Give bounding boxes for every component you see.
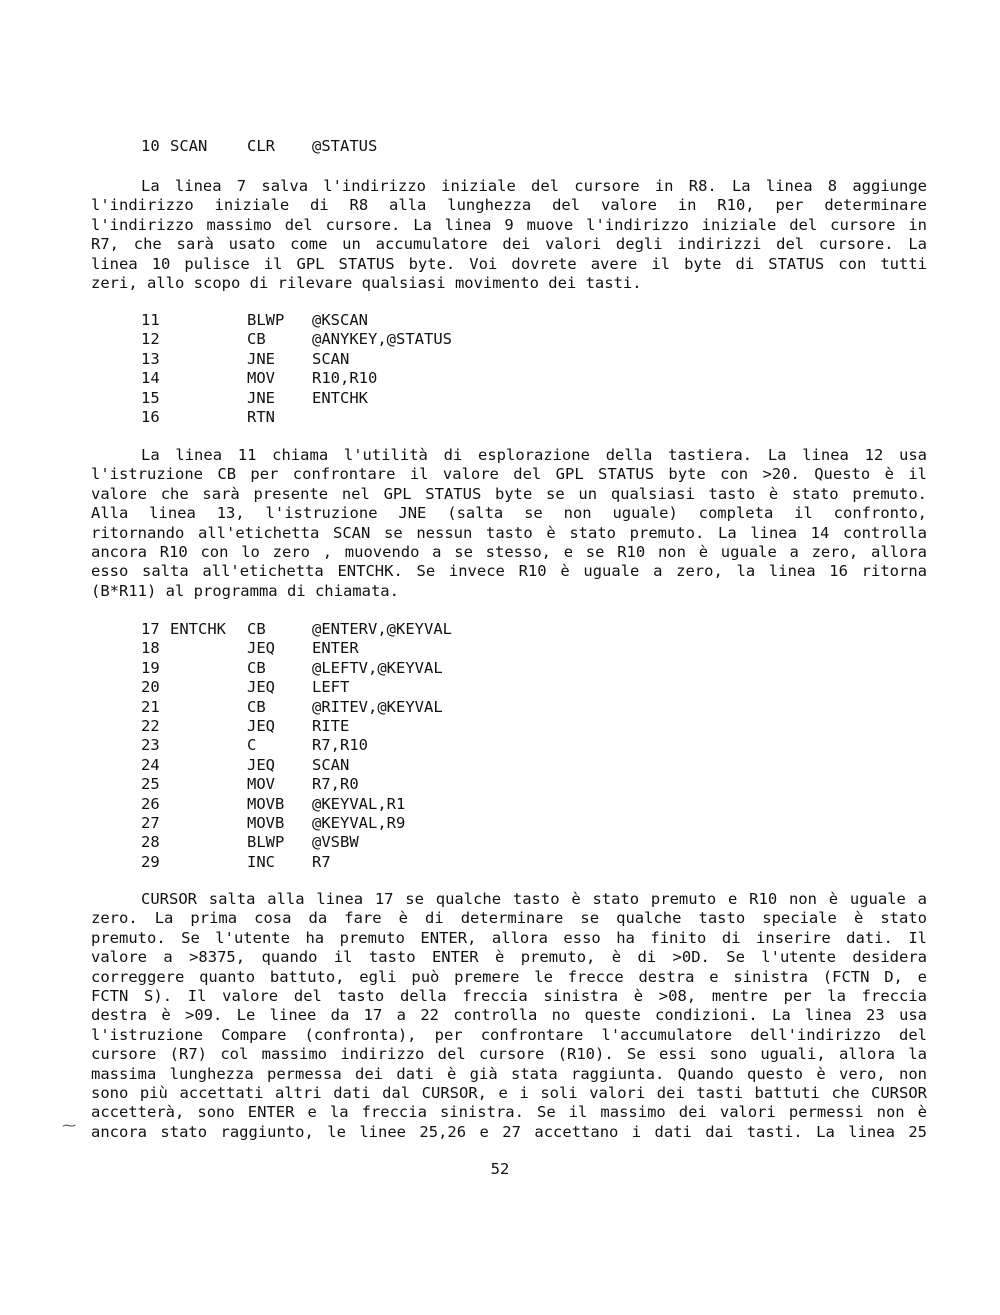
code-opcode: CLR — [247, 137, 275, 155]
code-opcode: JEQ — [247, 639, 275, 658]
page-number: 52 — [490, 1160, 510, 1178]
margin-mark: ⁓ — [62, 1118, 76, 1134]
text-line: La linea 7 salva l'indirizzo iniziale del cursore in R8. La linea 8 aggiunge — [141, 177, 927, 195]
text-line: sono più accettati altri dati dal CURSOR, e i soli valori dei tasti battuti che CURSOR — [91, 1083, 927, 1102]
code-operand: @STATUS — [312, 137, 378, 155]
code-operand: R7,R0 — [312, 775, 359, 794]
line-number: 13 — [141, 349, 160, 368]
line-number: 28 — [141, 833, 160, 852]
line-number: 20 — [141, 678, 160, 697]
code-opcode: BLWP — [247, 833, 285, 852]
text-line: accetterà, sono ENTER e la freccia sinistra. Se il massimo dei valori permessi non è — [91, 1103, 927, 1122]
text-line: massima lunghezza permessa dei dati è già stata raggiunta. Quando questo è vero, non — [91, 1064, 927, 1083]
code-operand: R7,R10 — [312, 736, 368, 755]
code-opcode: MOVB — [247, 813, 285, 832]
text-line: l'indirizzo iniziale di R8 alla lunghezza del valore in R10, per determinare — [91, 196, 927, 215]
code-operand: @KSCAN — [312, 311, 368, 329]
text-line: l'istruzione CB per confrontare il valore del GPL STATUS byte con >20. Questo è il — [91, 465, 927, 484]
line-number: 18 — [141, 639, 160, 658]
code-operand: R7 — [312, 852, 331, 871]
text-line: cursore (R7) col massimo indirizzo del cursore (R10). Se essi sono uguali, allora la — [91, 1045, 927, 1064]
text-line: valore a >8375, quando il tasto ENTER è premuto, è di >0D. Se l'utente desidera — [91, 948, 927, 967]
text-line: CURSOR salta alla linea 17 se qualche tasto è stato premuto e R10 non è uguale a — [141, 890, 927, 908]
paragraph-2 — [91, 446, 927, 601]
text-line: FCTN S). Il valore del tasto della freccia sinistra è >08, mentre per la freccia — [91, 986, 927, 1005]
line-number: 21 — [141, 697, 160, 716]
text-line: valore che sarà presente nel GPL STATUS byte se un qualsiasi tasto è stato premuto. — [91, 484, 927, 503]
text-line: destra è >09. Le linee da 17 a 22 controlla no queste condizioni. La linea 23 usa — [91, 1006, 927, 1025]
code-opcode: MOV — [247, 369, 275, 388]
text-line: premuto. Se l'utente ha premuto ENTER, allora esso ha finito di inserire dati. Il — [91, 928, 927, 947]
line-number: 14 — [141, 369, 160, 388]
line-number: 24 — [141, 755, 160, 774]
code-opcode: MOV — [247, 775, 275, 794]
line-number: 11 — [141, 311, 160, 329]
paragraph-1 — [91, 177, 927, 293]
line-number: 25 — [141, 775, 160, 794]
code-opcode: RTN — [247, 407, 275, 426]
text-line: zeri, allo scopo di rilevare qualsiasi movimento dei tasti. — [91, 273, 642, 292]
code-opcode: CB — [247, 658, 266, 677]
text-line: La linea 11 chiama l'utilità di esplorazione della tastiera. La linea 12 usa — [141, 446, 927, 464]
text-line: linea 10 pulisce il GPL STATUS byte. Voi dovrete avere il byte di STATUS con tutti — [91, 254, 927, 273]
code-operand: @RITEV,@KEYVAL — [312, 697, 443, 716]
code-opcode: JEQ — [247, 678, 275, 697]
code-operand: @KEYVAL,R9 — [312, 813, 406, 832]
text-line: correggere quanto battuto, egli può premere le frecce destra e sinistra (FCTN D, e — [91, 967, 927, 986]
code-opcode: C — [247, 736, 257, 755]
line-number: 12 — [141, 330, 160, 349]
line-number: 10 — [141, 137, 160, 155]
line-number: 15 — [141, 388, 160, 407]
code-opcode: BLWP — [247, 311, 285, 329]
text-line: R7, che sarà usato come un accumulatore dei valori degli indirizzi del cursore. La — [91, 235, 927, 254]
line-number: 22 — [141, 716, 160, 735]
line-number: 16 — [141, 407, 160, 426]
code-operand: SCAN — [312, 755, 350, 774]
code-operand: RITE — [312, 716, 350, 735]
line-number: 17 — [141, 620, 160, 638]
text-line: l'istruzione Compare (confronta), per confrontare l'accumulatore dell'indirizzo del — [91, 1025, 927, 1044]
text-line: ritornando all'etichetta SCAN se nessun tasto è stato premuto. La linea 14 controlla — [91, 523, 927, 542]
code-opcode: CB — [247, 697, 266, 716]
paragraph-3 — [91, 890, 927, 1142]
code-operand: @VSBW — [312, 833, 359, 852]
code-label: ENTCHK — [170, 620, 226, 638]
line-number: 23 — [141, 736, 160, 755]
code-operand: @ENTERV,@KEYVAL — [312, 620, 452, 638]
code-label: SCAN — [170, 137, 208, 155]
code-operand: ENTCHK — [312, 388, 368, 407]
line-number: 19 — [141, 658, 160, 677]
code-operand: @LEFTV,@KEYVAL — [312, 658, 443, 677]
code-line — [91, 137, 378, 156]
text-line: ancora R10 con lo zero , muovendo a se stesso, e se R10 non è uguale a zero, allora — [91, 542, 927, 561]
code-opcode: JEQ — [247, 716, 275, 735]
line-number: 27 — [141, 813, 160, 832]
code-opcode: JNE — [247, 349, 275, 368]
text-line: ancora stato raggiunto, le linee 25,26 e 27 accettano i dati dai tasti. La linea 25 — [91, 1122, 927, 1141]
code-opcode: CB — [247, 330, 266, 349]
code-opcode: CB — [247, 620, 266, 638]
code-operand: SCAN — [312, 349, 350, 368]
code-operand: @ANYKEY,@STATUS — [312, 330, 452, 349]
text-line: Alla linea 13, l'istruzione JNE (salta se non uguale) completa il confronto, — [91, 504, 927, 523]
code-opcode: JNE — [247, 388, 275, 407]
code-opcode: JEQ — [247, 755, 275, 774]
text-line: zero. La prima cosa da fare è di determinare se qualche tasto speciale è stato — [91, 909, 927, 928]
code-operand: @KEYVAL,R1 — [312, 794, 406, 813]
code-opcode: INC — [247, 852, 275, 871]
text-line: esso salta all'etichetta ENTCHK. Se invece R10 è uguale a zero, la linea 16 ritorna — [91, 562, 927, 581]
text-line: l'indirizzo massimo del cursore. La linea 9 muove l'indirizzo iniziale del cursore in — [91, 215, 927, 234]
line-number: 29 — [141, 852, 160, 871]
code-operand: ENTER — [312, 639, 359, 658]
code-operand: LEFT — [312, 678, 350, 697]
code-opcode: MOVB — [247, 794, 285, 813]
code-block-heading — [91, 137, 378, 156]
line-number: 26 — [141, 794, 160, 813]
code-operand: R10,R10 — [312, 369, 378, 388]
text-line: (B*R11) al programma di chiamata. — [91, 581, 399, 600]
